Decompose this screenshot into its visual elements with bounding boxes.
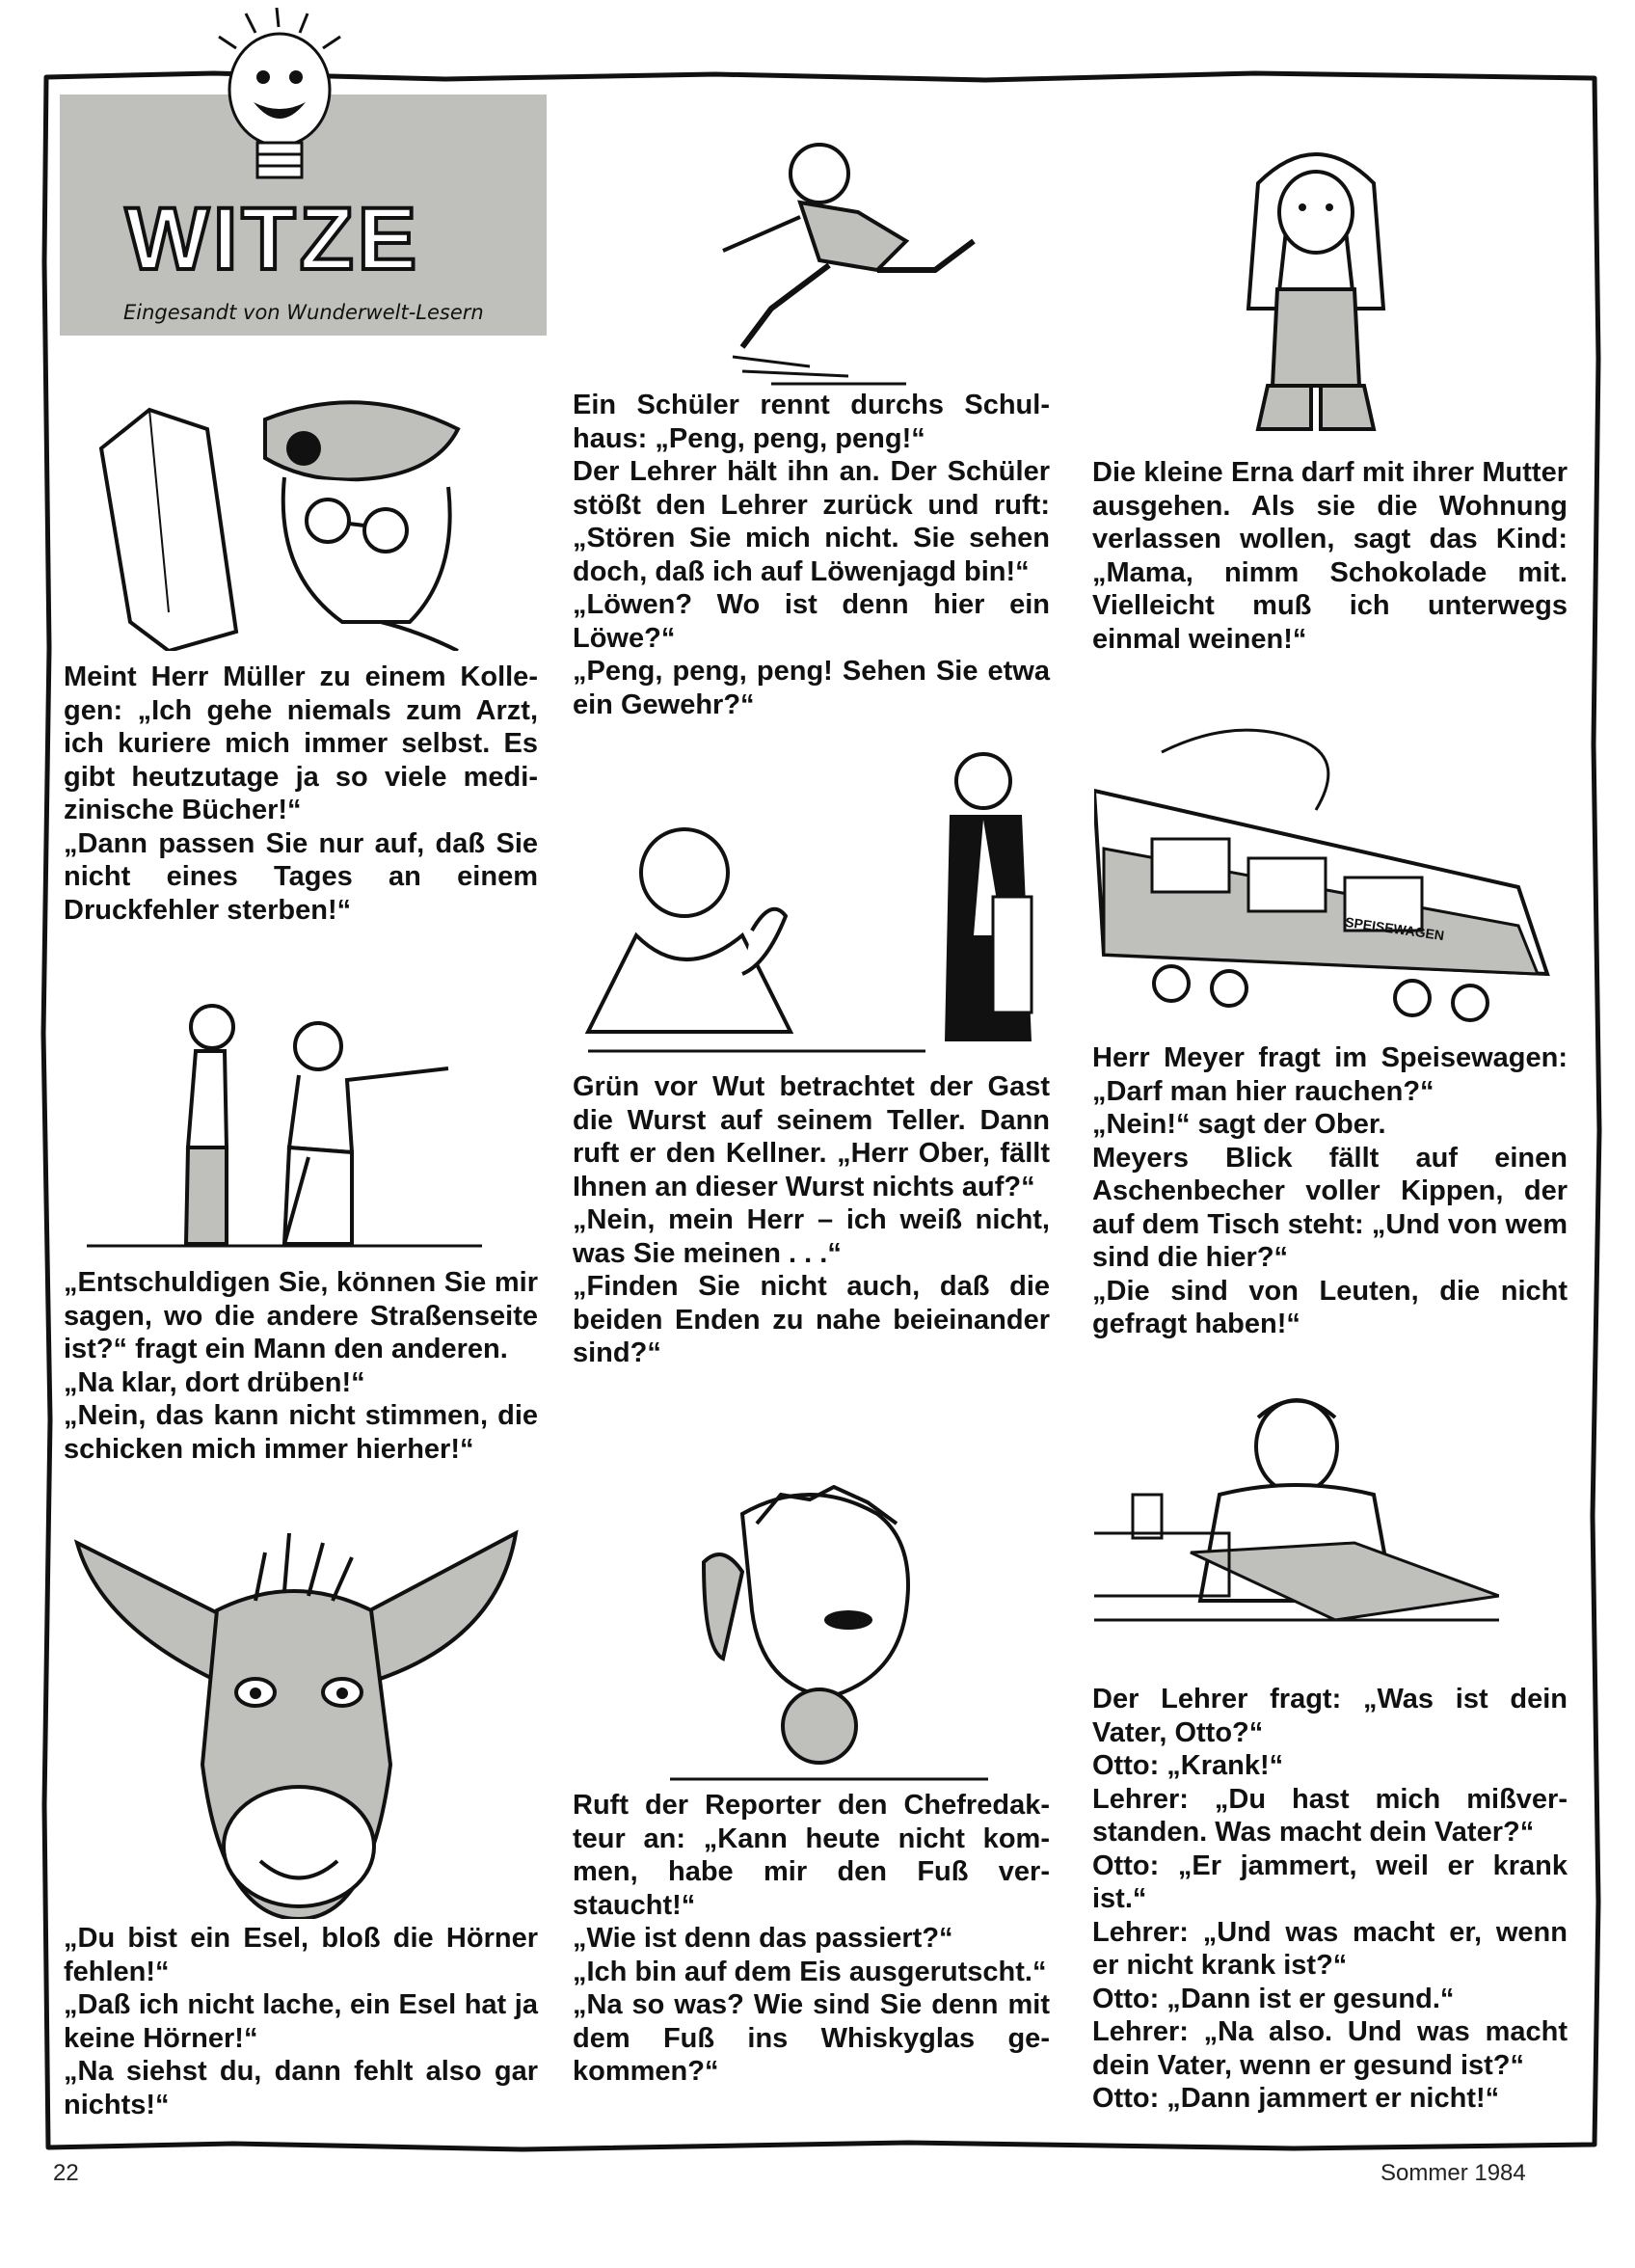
- joke-paragraph: Otto: „Dann jammert er nicht!“: [1092, 2083, 1500, 2114]
- sad-father-illustration: [1094, 1389, 1499, 1654]
- joke-paragraph: „Na siehst du, dann fehlt also gar nichts!“: [64, 2056, 538, 2120]
- joke-meyer: [1092, 1041, 1568, 1341]
- joke-schueler: [573, 389, 1050, 721]
- issue-label: Sommer 1984: [1380, 2160, 1526, 2186]
- joke-paragraph: „Nein, mein Herr – ich weiß nicht, was Sie meinen . . .“: [573, 1204, 1050, 1269]
- dining-car-train-illustration: [1094, 694, 1567, 1051]
- joke-paragraph: „Wie ist denn das passiert?“: [573, 1923, 953, 1954]
- joke-paragraph: Grün vor Wut betrachtet der Gast die Wurst auf seinem Teller. Dann ruft er den Kellner. „Herr Ober, fällt Ihnen an dieser Wurst nichts auf?“: [573, 1071, 1050, 1202]
- joke-paragraph: „Peng, peng, peng! Sehen Sie etwa ein Gewehr?“: [573, 656, 1050, 720]
- joke-paragraph: Ruft der Reporter den Chefredakteur an: „Kann heute nicht kommen, habe mir den Fuß verstaucht!“: [573, 1790, 1050, 1921]
- joke-esel: [64, 1922, 538, 2121]
- girl-erna-illustration: [1220, 125, 1412, 444]
- joke-paragraph: „Na klar, dort drüben!“: [64, 1366, 365, 1398]
- waiter-and-guest-illustration: [578, 742, 1080, 1061]
- joke-reporter: [573, 1789, 1050, 2089]
- joke-paragraph: Ein Schüler rennt durchs Schulhaus: „Peng, peng, peng!“: [573, 390, 1050, 454]
- joke-paragraph: Lehrer: „Du hast mich mißverstanden. Was macht dein Vater?“: [1092, 1783, 1568, 1848]
- joke-paragraph: „Du bist ein Esel, bloß die Hörner fehlen!“: [64, 1923, 538, 1987]
- joke-paragraph: Otto: „Er jammert, weil er krank ist.“: [1092, 1850, 1568, 1914]
- joke-paragraph: „Finden Sie nicht auch, daß die beiden Enden zu nahe beieinander sind?“: [573, 1271, 1050, 1368]
- joke-paragraph: „Nein!“ sagt der Ober.: [1092, 1109, 1386, 1140]
- page-number: 22: [53, 2160, 79, 2186]
- joke-otto: [1092, 1683, 1568, 2116]
- joke-paragraph: „Daß ich nicht lache, ein Esel hat ja keine Hörner!“: [64, 1989, 538, 2054]
- joke-wurst: [573, 1070, 1050, 1370]
- joke-paragraph: „Entschuldigen Sie, können Sie mir sagen, wo die andere Straßenseite ist?“ fragt ein Mann den anderen.: [64, 1267, 538, 1364]
- joke-paragraph: Die kleine Erna darf mit ihrer Mutter ausgehen. Als sie die Wohnung verlassen wollen, sagt das Kind: „Mama, nimm Schokolade mit. Vielleicht muß ich unterwegs einmal weinen!“: [1092, 457, 1568, 655]
- joke-paragraph: Otto: „Dann ist er gesund.“: [1092, 1983, 1455, 2014]
- joke-paragraph: Lehrer: „Und was macht er, wenn er nicht krank ist?“: [1092, 1916, 1568, 1981]
- joke-paragraph: Meyers Blick fällt auf einen Aschenbecher voller Kippen, der auf dem Tisch steht: „Und von wem sind die hier?“: [1092, 1142, 1568, 1273]
- page-title: WITZE: [125, 190, 421, 288]
- joke-paragraph: Lehrer: „Na also. Und was macht dein Vater, wenn er gesund ist?“: [1092, 2016, 1568, 2081]
- joke-paragraph: „Ich bin auf dem Eis ausgerutscht.“: [573, 1956, 1047, 1987]
- joke-paragraph: „Na so was? Wie sind Sie denn mit dem Fuß ins Whiskyglas gekommen?“: [573, 1989, 1050, 2087]
- running-boy-illustration: [713, 125, 1003, 386]
- reading-man-illustration: [92, 391, 496, 651]
- joke-erna: [1092, 456, 1568, 656]
- lightbulb-icon: [207, 8, 352, 191]
- joke-paragraph: Meint Herr Müller zu einem Kollegen: „Ich gehe niemals zum Arzt, ich kuriere mich immer selbst. Es gibt heutzutage ja so viele medizinische Bücher!“: [64, 662, 538, 825]
- two-men-illustration: [82, 984, 487, 1254]
- joke-paragraph: Der Lehrer hält ihn an. Der Schüler stößt den Lehrer zurück und ruft: „Stören Sie mich nicht. Sie sehen doch, daß ich auf Löwenjagd bin!“: [573, 456, 1050, 587]
- reporter-on-phone-illustration: [665, 1485, 993, 1784]
- joke-paragraph: Herr Meyer fragt im Speisewagen: „Darf man hier rauchen?“: [1092, 1042, 1568, 1107]
- train-sign: SPEISEWAGEN: [1344, 913, 1446, 944]
- joke-paragraph: Der Lehrer fragt: „Was ist dein Vater, Otto?“: [1092, 1684, 1568, 1748]
- joke-paragraph: „Dann passen Sie nur auf, daß Sie nicht eines Tages an einem Druckfehler sterben!“: [64, 827, 538, 926]
- joke-strassenseite: [64, 1266, 538, 1466]
- joke-mueller: [64, 661, 538, 927]
- joke-paragraph: „Löwen? Wo ist denn hier ein Löwe?“: [573, 589, 1050, 654]
- joke-paragraph: „Die sind von Leuten, die nicht gefragt haben!“: [1092, 1275, 1568, 1339]
- page-subtitle: Eingesandt von Wunderwelt-Lesern: [123, 301, 484, 324]
- joke-paragraph: Otto: „Krank!“: [1092, 1750, 1284, 1781]
- joke-paragraph: „Nein, das kann nicht stimmen, die schicken mich immer hierher!“: [64, 1400, 538, 1465]
- donkey-illustration: [63, 1514, 535, 1919]
